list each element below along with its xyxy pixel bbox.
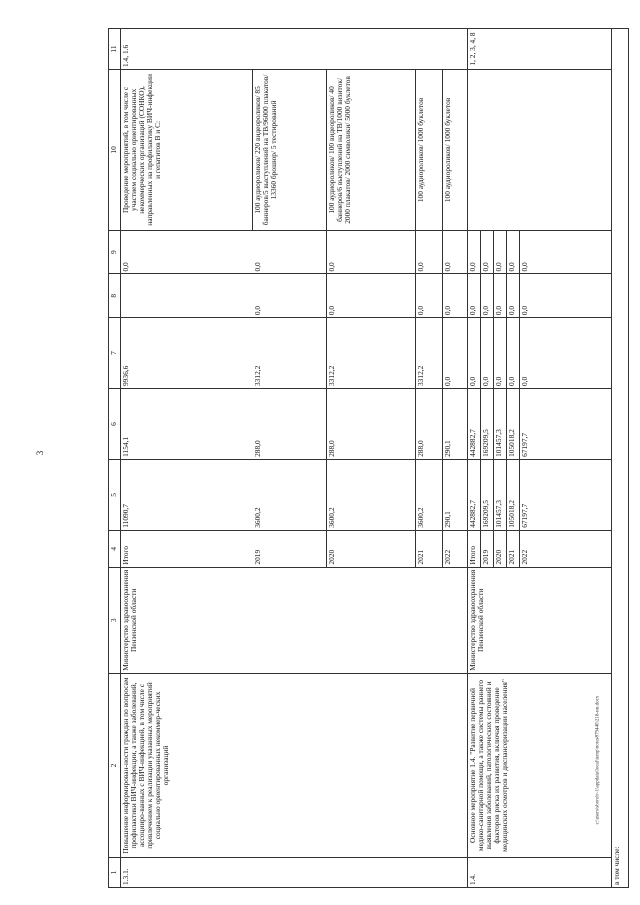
regional-budget-cell: 288,0 bbox=[416, 389, 443, 460]
col-header: 8 bbox=[109, 274, 121, 318]
column-numbers-row bbox=[109, 29, 121, 888]
federal-budget-cell: 0,0 bbox=[468, 318, 481, 389]
indicator-ref: 1.4, 1.6 bbox=[121, 29, 468, 70]
local-budget-cell bbox=[121, 274, 253, 318]
total-cell: 3600,2 bbox=[416, 459, 443, 530]
federal-budget-cell: 3312,2 bbox=[416, 318, 443, 389]
table-row bbox=[121, 29, 253, 888]
activity-name: Основное мероприятие 1.4. "Развитие первичной медико-санитарной помощи, а также системы раннего выявления заболеваний, патологических состояний и факторов риска их развития, включая проведение медицинских осмотров и диспансеризации населения" bbox=[468, 673, 612, 857]
federal-budget-cell: 0,0 bbox=[520, 318, 612, 389]
year-cell: 2022 bbox=[443, 530, 468, 567]
local-budget-cell: 0,0 bbox=[443, 274, 468, 318]
expected-result: 100 аудиороликов/ 1000 буклетов bbox=[443, 69, 468, 230]
other-sources-cell: 0,0 bbox=[468, 230, 481, 274]
other-sources-cell: 0,0 bbox=[481, 230, 494, 274]
col-header: 2 bbox=[109, 673, 121, 857]
total-cell: 101457,3 bbox=[494, 459, 507, 530]
col-header: 9 bbox=[109, 230, 121, 274]
row-number: 1.4. bbox=[468, 858, 612, 888]
regional-budget-cell: 288,0 bbox=[253, 389, 327, 460]
total-cell: 442882,7 bbox=[468, 459, 481, 530]
col-header: 6 bbox=[109, 389, 121, 460]
executor: Министерство здравоохранения Пензенской области bbox=[121, 567, 468, 673]
total-cell: 67197,7 bbox=[520, 459, 612, 530]
col-header: 10 bbox=[109, 69, 121, 230]
year-cell: 2020 bbox=[327, 530, 416, 567]
local-budget-cell: 0,0 bbox=[253, 274, 327, 318]
local-budget-cell: 0,0 bbox=[507, 274, 520, 318]
federal-budget-cell: 3312,2 bbox=[253, 318, 327, 389]
local-budget-cell: 0,0 bbox=[520, 274, 612, 318]
year-cell: 2022 bbox=[520, 530, 612, 567]
document-path: c:\users\sboroh~1\appdata\local\temp\notes879440\216-ин.docx bbox=[595, 695, 601, 825]
program-activities-table bbox=[108, 28, 629, 888]
year-cell: 2020 bbox=[494, 530, 507, 567]
other-sources-cell: 0,0 bbox=[121, 230, 253, 274]
indicator-ref: 1, 2, 3, 4, 8 bbox=[468, 29, 612, 70]
page-number: 3 bbox=[35, 450, 45, 456]
total-cell: 105018,2 bbox=[507, 459, 520, 530]
expected-result: 100 аудиороликов/ 1000 буклетов bbox=[416, 69, 443, 230]
table-row bbox=[468, 29, 481, 888]
total-cell: 3600,2 bbox=[327, 459, 416, 530]
total-cell: 169209,5 bbox=[481, 459, 494, 530]
including-label: в том числе: bbox=[612, 29, 629, 888]
col-header: 1 bbox=[109, 858, 121, 888]
regional-budget-cell: 290,1 bbox=[443, 389, 468, 460]
activity-name: Повышение информирован-ности граждан по вопросам профилактики ВИЧ-инфекции, а также заболеваний, ассоцииро-ванных с ВИЧ-инфекцией, в том числе с привлечением к реализации указанных мероприятий социально ориентированных некоммер-ческих организаций bbox=[121, 673, 468, 857]
other-sources-cell: 0,0 bbox=[253, 230, 327, 274]
executor: Министерство здравоохранения Пензенской области bbox=[468, 567, 612, 673]
total-cell: 3600,2 bbox=[253, 459, 327, 530]
local-budget-cell: 0,0 bbox=[494, 274, 507, 318]
other-sources-cell: 0,0 bbox=[507, 230, 520, 274]
row-number: 1.3.1. bbox=[121, 858, 468, 888]
total-cell: 11090,7 bbox=[121, 459, 253, 530]
col-header: 4 bbox=[109, 530, 121, 567]
regional-budget-cell: 169209,5 bbox=[481, 389, 494, 460]
year-cell: 2021 bbox=[507, 530, 520, 567]
col-header: 11 bbox=[109, 29, 121, 70]
year-cell: 2021 bbox=[416, 530, 443, 567]
year-cell: 2019 bbox=[481, 530, 494, 567]
federal-budget-cell: 0,0 bbox=[494, 318, 507, 389]
regional-budget-cell: 101457,3 bbox=[494, 389, 507, 460]
year-cell: Итого bbox=[121, 530, 253, 567]
col-header: 3 bbox=[109, 567, 121, 673]
regional-budget-cell: 288,0 bbox=[327, 389, 416, 460]
local-budget-cell: 0,0 bbox=[468, 274, 481, 318]
local-budget-cell: 0,0 bbox=[327, 274, 416, 318]
col-header: 5 bbox=[109, 459, 121, 530]
federal-budget-cell: 9936,6 bbox=[121, 318, 253, 389]
other-sources-cell: 0,0 bbox=[416, 230, 443, 274]
expected-result: Проведение мероприятий, в том числе с участием социально ориентированных некоммерческих организаций (СОНКО), направленных на профилактику ВИЧ-инфекции и гепатитов В и С: bbox=[121, 69, 253, 230]
other-sources-cell: 0,0 bbox=[520, 230, 612, 274]
expected-result: 100 аудиороликов/ 100 видеороликов/ 40 баннеров/6 выступлений на ТВ/1000 визиток/ 2000 плакатов/ 2000 символики/ 5000 буклетов bbox=[327, 69, 416, 230]
other-sources-cell: 0,0 bbox=[443, 230, 468, 274]
other-sources-cell: 0,0 bbox=[494, 230, 507, 274]
year-cell: 2019 bbox=[253, 530, 327, 567]
federal-budget-cell: 0,0 bbox=[443, 318, 468, 389]
regional-budget-cell: 1154,1 bbox=[121, 389, 253, 460]
regional-budget-cell: 105018,2 bbox=[507, 389, 520, 460]
regional-budget-cell: 67197,7 bbox=[520, 389, 612, 460]
local-budget-cell: 0,0 bbox=[416, 274, 443, 318]
federal-budget-cell: 0,0 bbox=[507, 318, 520, 389]
local-budget-cell: 0,0 bbox=[481, 274, 494, 318]
regional-budget-cell: 442882,7 bbox=[468, 389, 481, 460]
year-cell: Итого bbox=[468, 530, 481, 567]
expected-result: 100 аудиороликов/ 220 видеороликов/ 85 баннеров/5 выступлений на ТВ/96000 плакатов/ 13360 брошюр/ 5 тестирований bbox=[253, 69, 327, 230]
table-row bbox=[612, 29, 629, 888]
federal-budget-cell: 3312,2 bbox=[327, 318, 416, 389]
total-cell: 290,1 bbox=[443, 459, 468, 530]
other-sources-cell: 0,0 bbox=[327, 230, 416, 274]
expected-result bbox=[468, 69, 612, 230]
federal-budget-cell: 0,0 bbox=[481, 318, 494, 389]
col-header: 7 bbox=[109, 318, 121, 389]
